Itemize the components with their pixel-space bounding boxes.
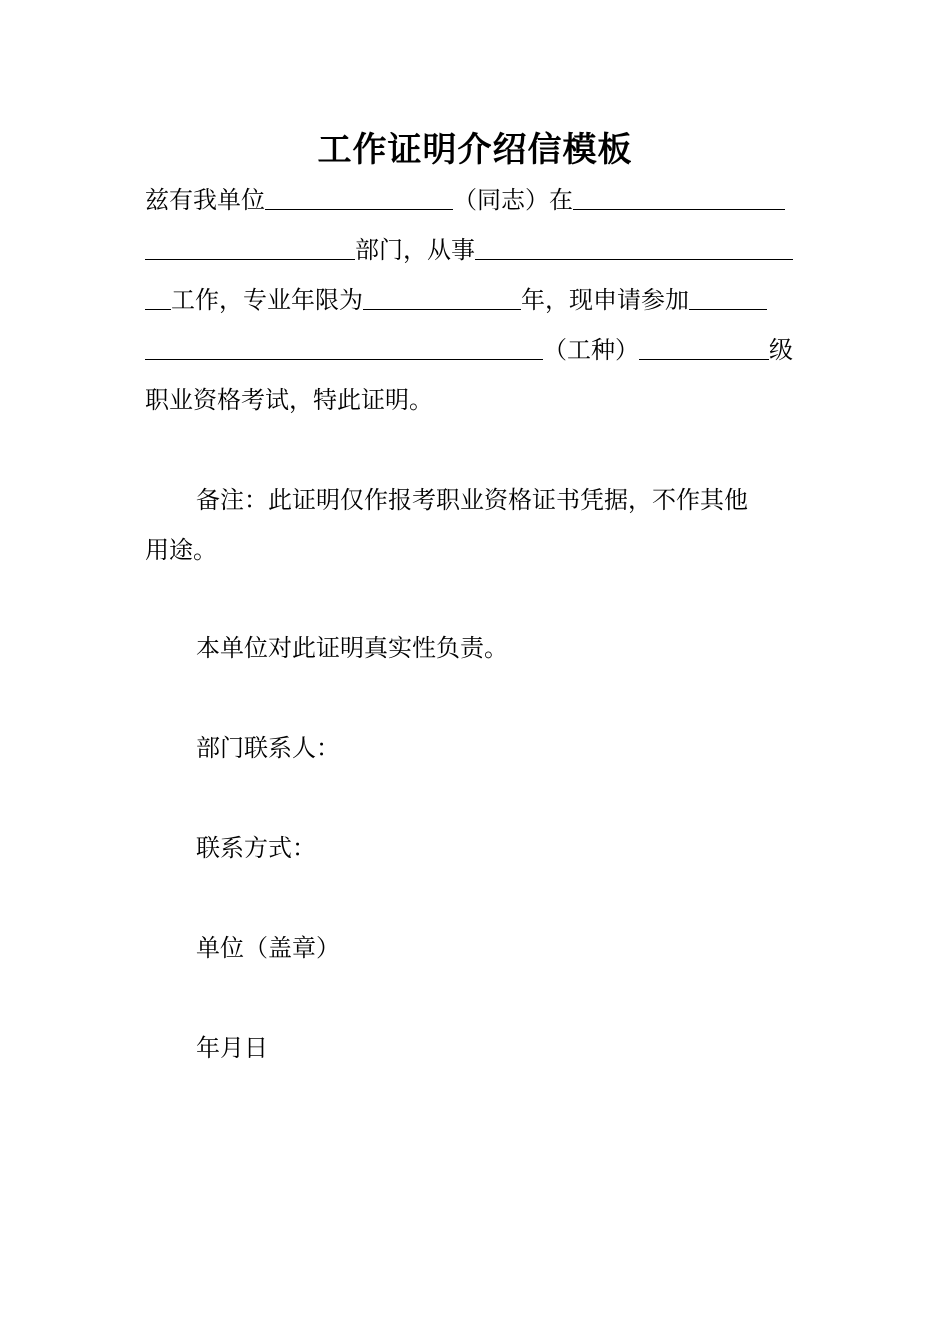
date-label: 年月日: [196, 1034, 268, 1062]
years-blank[interactable]: [363, 308, 521, 310]
body-text: 年，现申请参加: [521, 286, 689, 314]
contact-method-label: 联系方式：: [196, 834, 316, 862]
name-blank[interactable]: [265, 208, 453, 210]
unit-blank[interactable]: [573, 208, 785, 210]
seal-label: 单位（盖章）: [196, 934, 340, 962]
exam-blank-cont[interactable]: [145, 358, 543, 360]
body-text: 级: [769, 336, 793, 364]
contact-person-label: 部门联系人：: [196, 734, 340, 762]
level-blank[interactable]: [639, 358, 769, 360]
body-text: 职业资格考试，特此证明。: [145, 386, 433, 414]
body-line-3: [145, 280, 805, 320]
body-text: 部门，从事: [355, 236, 475, 264]
remark-text: 备注：此证明仅作报考职业资格证书凭据，不作其他: [196, 486, 748, 514]
remark-line-2: [145, 530, 805, 570]
body-line-5: [145, 380, 805, 420]
body-line-2: [145, 230, 805, 270]
body-text: （同志）在: [453, 186, 573, 214]
body-text: 工作，专业年限为: [171, 286, 363, 314]
date-line: [196, 1028, 806, 1068]
responsibility-text: 本单位对此证明真实性负责。: [196, 634, 508, 662]
remark-line-1: [196, 480, 806, 520]
contact-method-line: [196, 828, 806, 868]
department-blank[interactable]: [145, 258, 355, 260]
body-text: 兹有我单位: [145, 186, 265, 214]
body-line-4: [145, 330, 805, 370]
body-line-1: [145, 180, 805, 220]
seal-line: [196, 928, 806, 968]
remark-text: 用途。: [145, 536, 217, 564]
body-text: （工种）: [543, 336, 639, 364]
contact-person-line: [196, 728, 806, 768]
responsibility-line: [196, 628, 806, 668]
job-blank-cont[interactable]: [145, 308, 171, 310]
document-title: 工作证明介绍信模板: [317, 130, 633, 170]
job-blank[interactable]: [475, 258, 793, 260]
exam-blank[interactable]: [689, 308, 767, 310]
